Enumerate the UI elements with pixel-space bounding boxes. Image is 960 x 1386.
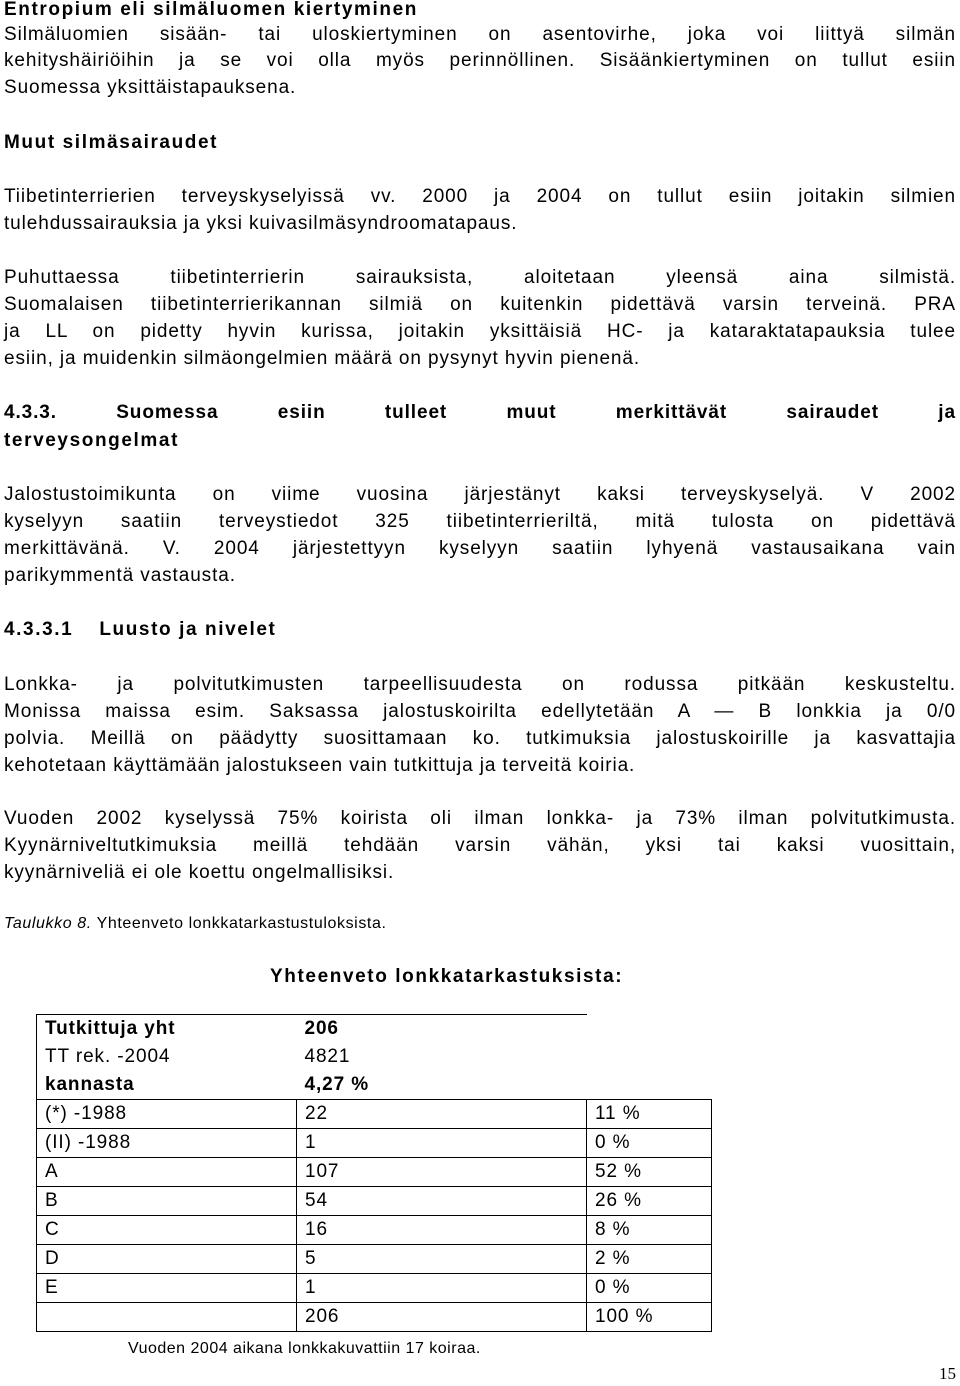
table-row — [37, 1100, 712, 1129]
table-cell-count: 22 — [297, 1100, 587, 1129]
table-summary-row — [37, 1043, 712, 1071]
paragraph-line: Monissa maissa esim. Saksassa jalostuskoirilta edellytetään A — B lonkkia ja 0/0 — [4, 701, 956, 722]
table-cell-grade: D — [37, 1245, 297, 1274]
table-caption — [4, 913, 387, 935]
table-footnote: Vuoden 2004 aikana lonkkakuvattiin 17 koiraa. — [128, 1340, 481, 1357]
paragraph-line: Lonkka- ja polvitutkimusten tarpeellisuudesta on rodussa pitkään keskusteltu. — [4, 674, 956, 695]
paragraph-line: kyselyyn saatiin terveystiedot 325 tiibetinterrieriltä, mitä tulosta on pidettävä — [4, 511, 956, 532]
table-cell-value: 206 — [297, 1015, 587, 1044]
paragraph-line: Vuoden 2002 kyselyssä 75% koirista oli ilman lonkka- ja 73% ilman polvitutkimusta. — [4, 808, 956, 829]
paragraph-line: esiin, ja muidenkin silmäongelmien määrä on pysynyt hyvin pienenä. — [4, 348, 641, 369]
table-cell-empty — [587, 1043, 712, 1071]
hip-summary-table — [36, 1014, 712, 1332]
table-cell-label: TT rek. -2004 — [37, 1043, 297, 1071]
table-cell-count: 1 — [297, 1274, 587, 1303]
table-body — [37, 1015, 712, 1332]
paragraph-line: merkittävänä. V. 2004 järjestettyyn kyselyyn saatiin lyhyenä vastausaikana vain — [4, 538, 956, 559]
table-row — [37, 1274, 712, 1303]
paragraph-line: Tiibetinterrierien terveyskyselyissä vv. 2000 ja 2004 on tullut esiin joitakin silmien — [4, 186, 956, 207]
table-cell-grade: A — [37, 1158, 297, 1187]
table-cell-grade: (*) -1988 — [37, 1100, 297, 1129]
table-cell-percent: 52 % — [587, 1158, 712, 1187]
paragraph-line: ja LL on pidetty hyvin kurissa, joitakin yksittäisiä HC- ja kataraktatapauksia tulee — [4, 321, 956, 342]
paragraph-line: kehityshäiriöihin ja se voi olla myös perinnöllinen. Sisäänkiertyminen on tullut esiin — [4, 50, 956, 71]
table-cell-percent: 100 % — [587, 1303, 712, 1332]
section-heading-continuation: terveysongelmat — [4, 430, 180, 451]
heading-title: Luusto ja nivelet — [99, 619, 277, 640]
paragraph-line: Silmäluomien sisään- tai uloskiertyminen on asentovirhe, joka voi liittyä silmän — [4, 24, 956, 45]
table-row — [37, 1245, 712, 1274]
section-heading-entropium: Entropium eli silmäluomen kiertyminen — [4, 0, 418, 20]
table-cell-empty — [587, 1071, 712, 1100]
heading-word: tulleet — [384, 402, 448, 423]
table-cell-count: 16 — [297, 1216, 587, 1245]
section-heading-4-3-3-1 — [4, 617, 276, 643]
section-heading-4-3-3 — [4, 400, 956, 426]
table-cell-percent: 8 % — [587, 1216, 712, 1245]
table-title: Yhteenveto lonkkatarkastuksista: — [270, 966, 624, 987]
table-cell-percent: 2 % — [587, 1245, 712, 1274]
table-cell-percent: 0 % — [587, 1129, 712, 1158]
table-cell-percent: 11 % — [587, 1100, 712, 1129]
heading-word: esiin — [277, 402, 326, 423]
paragraph-line: Jalostustoimikunta on viime vuosina järjestänyt kaksi terveyskyselyä. V 2002 — [4, 484, 956, 505]
table-summary-row — [37, 1015, 712, 1044]
section-heading-muut-silmasairaudet: Muut silmäsairaudet — [4, 132, 219, 153]
table-cell-count: 206 — [297, 1303, 587, 1332]
table-cell-count: 5 — [297, 1245, 587, 1274]
table-cell-grade: C — [37, 1216, 297, 1245]
table-row — [37, 1187, 712, 1216]
heading-word: muut — [506, 402, 557, 423]
table-summary-row — [37, 1071, 712, 1100]
table-cell-grade: (II) -1988 — [37, 1129, 297, 1158]
table-row — [37, 1158, 712, 1187]
paragraph-line: kehotetaan käyttämään jalostukseen vain tutkittuja ja terveitä koiria. — [4, 755, 636, 776]
caption-label: Taulukko 8. — [4, 915, 92, 932]
table-row — [37, 1216, 712, 1245]
heading-word: merkittävät — [615, 402, 728, 423]
paragraph-line: Puhuttaessa tiibetinterrierin sairauksista, aloitetaan yleensä aina silmistä. — [4, 267, 956, 288]
table-cell-value: 4821 — [304, 1046, 351, 1067]
heading-word: ja — [938, 402, 956, 423]
table-cell-value: 4,27 % — [304, 1074, 370, 1095]
paragraph-line: kyynärniveliä ei ole koettu ongelmallisiksi. — [4, 862, 395, 883]
table-cell-grade — [37, 1303, 297, 1332]
table-cell-empty — [587, 1015, 712, 1044]
page-number: 15 — [939, 1364, 956, 1383]
table-cell-grade: E — [37, 1274, 297, 1303]
heading-word: sairaudet — [786, 402, 879, 423]
table-row — [37, 1303, 712, 1332]
paragraph-line: polvia. Meillä on päädytty suosittamaan ko. tutkimuksia jalostuskoirille ja kasvattajia — [4, 728, 956, 749]
table-cell-percent: 26 % — [587, 1187, 712, 1216]
table-cell-count: 54 — [297, 1187, 587, 1216]
table-cell-grade: B — [37, 1187, 297, 1216]
paragraph-line: parikymmentä vastausta. — [4, 565, 236, 586]
table-cell-label: Tutkittuja yht — [37, 1015, 297, 1044]
heading-word: Suomessa — [116, 402, 219, 423]
paragraph-line: tulehdussairauksia ja yksi kuivasilmäsyndroomatapaus. — [4, 213, 518, 234]
paragraph-line: Suomessa yksittäistapauksena. — [4, 77, 297, 98]
table-cell-count: 1 — [297, 1129, 587, 1158]
paragraph-line: Suomalaisen tiibetinterrierikannan silmiä on kuitenkin pidettävä varsin terveinä. PRA — [4, 294, 956, 315]
table-row — [37, 1129, 712, 1158]
table-cell-count: 107 — [297, 1158, 587, 1187]
paragraph-line: Kyynärniveltutkimuksia meillä tehdään varsin vähän, yksi tai kaksi vuosittain, — [4, 835, 956, 856]
heading-number: 4.3.3. — [4, 402, 57, 423]
caption-text: Yhteenveto lonkkatarkastustuloksista. — [96, 915, 387, 932]
heading-number: 4.3.3.1 — [4, 619, 74, 640]
table-cell-percent: 0 % — [587, 1274, 712, 1303]
table-cell-label: kannasta — [37, 1071, 297, 1100]
